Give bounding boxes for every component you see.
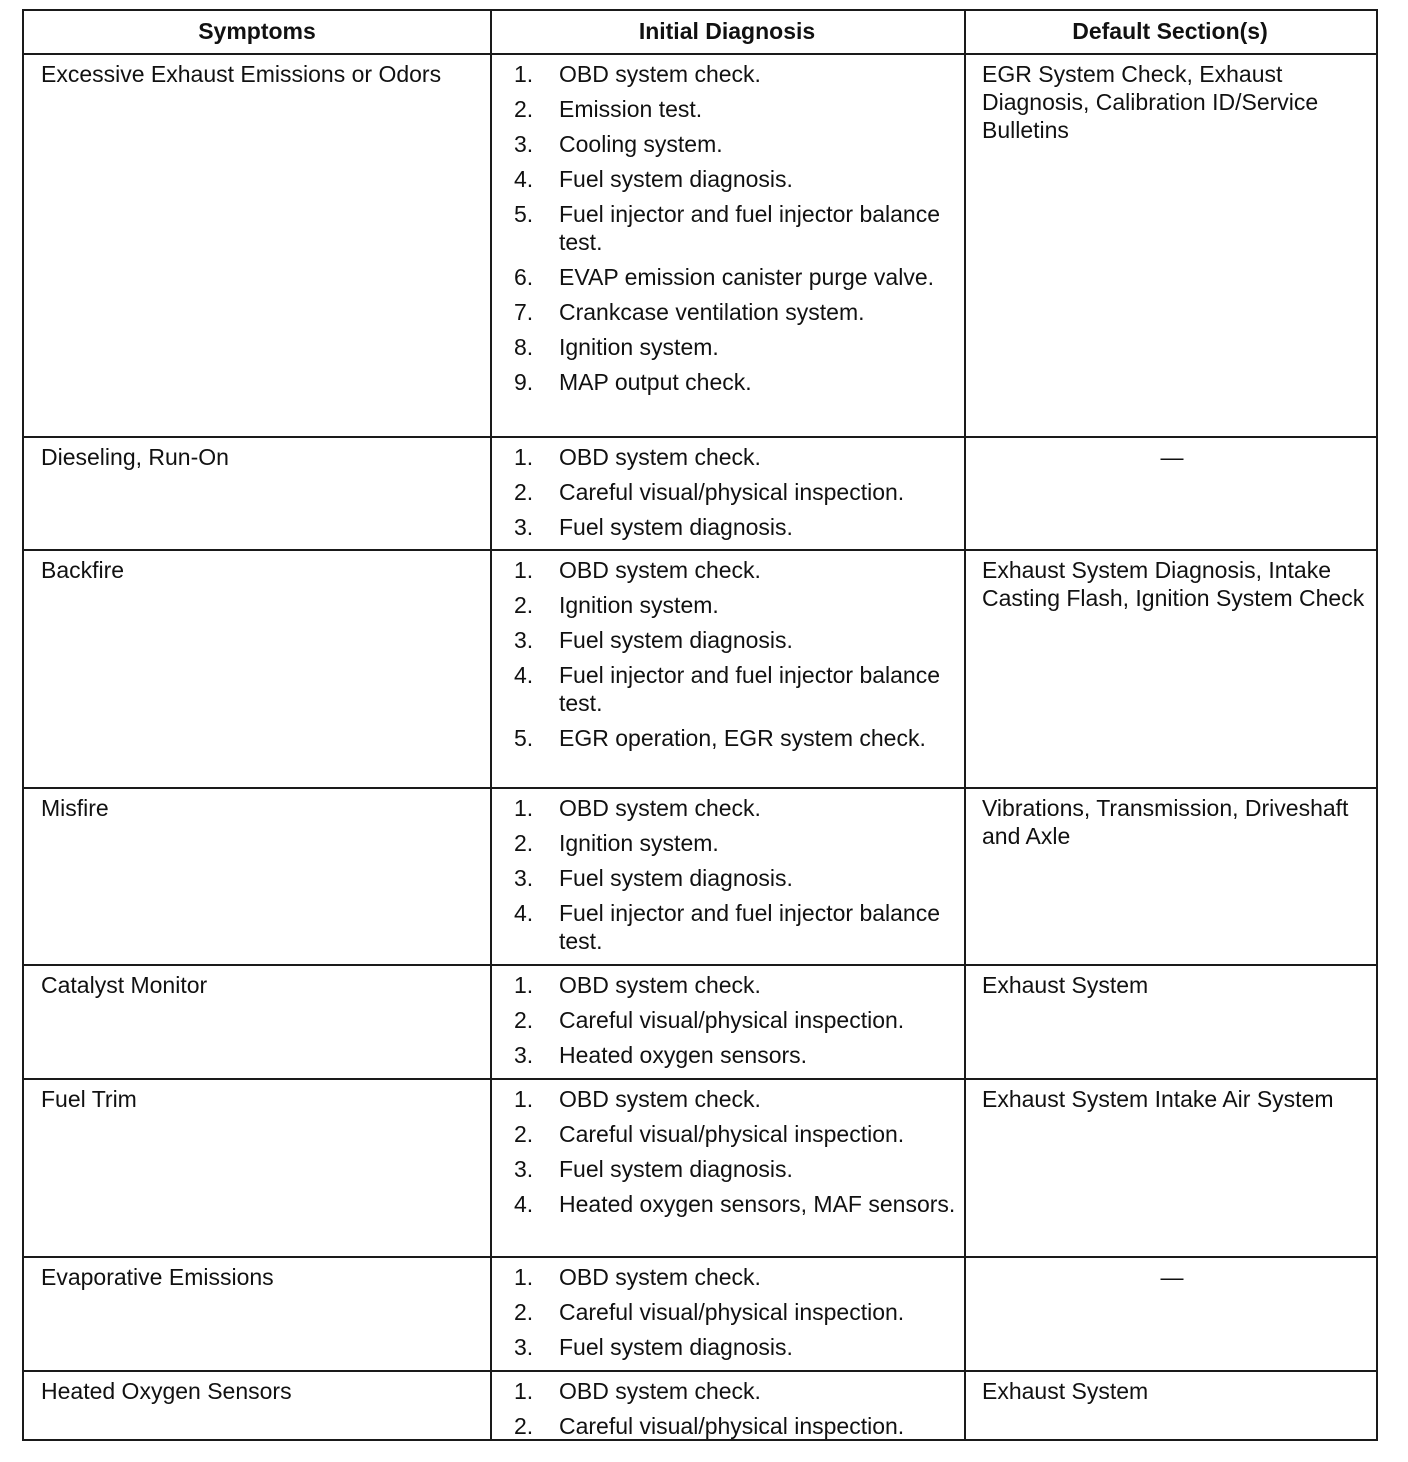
item-number: 1. xyxy=(514,61,534,87)
item-text: Emission test. xyxy=(559,96,703,122)
item-text: Fuel system diagnosis. xyxy=(559,166,793,192)
item-number: 3. xyxy=(514,514,534,540)
item-text: MAP output check. xyxy=(559,369,752,395)
item-text: Ignition system. xyxy=(559,592,719,618)
item-number: 6. xyxy=(514,264,534,290)
item-number: 7. xyxy=(514,299,534,325)
list-item xyxy=(514,1190,984,1218)
diagnosis-list xyxy=(514,1263,984,1368)
list-item xyxy=(514,513,984,541)
item-text: Fuel injector and fuel injector balance test. xyxy=(559,900,941,954)
item-number: 2. xyxy=(514,1299,534,1325)
item-number: 2. xyxy=(514,830,534,856)
item-text: Fuel injector and fuel injector balance test. xyxy=(559,201,941,255)
list-item xyxy=(514,626,984,654)
list-item xyxy=(514,1298,984,1326)
diagnosis-list xyxy=(514,971,984,1076)
item-text: Heated oxygen sensors. xyxy=(559,1042,808,1068)
row-divider xyxy=(24,787,1376,789)
list-item xyxy=(514,864,984,892)
item-number: 3. xyxy=(514,865,534,891)
list-item xyxy=(514,95,984,123)
list-item xyxy=(514,1041,984,1069)
default-section-cell: Exhaust System Intake Air System xyxy=(982,1086,1334,1112)
item-text: Cooling system. xyxy=(559,131,723,157)
row-divider xyxy=(24,53,1376,55)
default-section-cell: — xyxy=(1160,444,1184,470)
item-number: 4. xyxy=(514,900,534,926)
header-symptoms: Symptoms xyxy=(198,18,316,44)
item-number: 2. xyxy=(514,592,534,618)
item-number: 1. xyxy=(514,557,534,583)
diagnosis-list xyxy=(514,60,984,403)
diagnosis-list xyxy=(514,1085,984,1225)
item-number: 5. xyxy=(514,725,534,751)
default-section-cell: Vibrations, Transmission, Driveshaft and Axle xyxy=(982,795,1349,849)
list-item xyxy=(514,661,984,717)
default-section-cell: — xyxy=(1160,1264,1184,1290)
list-item xyxy=(514,591,984,619)
item-text: Heated oxygen sensors, MAF sensors. xyxy=(559,1191,956,1217)
item-text: Careful visual/physical inspection. xyxy=(559,1007,905,1033)
item-number: 2. xyxy=(514,1121,534,1147)
default-section-cell: EGR System Check, Exhaust Diagnosis, Calibration ID/Service Bulletins xyxy=(982,61,1319,143)
item-number: 2. xyxy=(514,96,534,122)
header-default-sections: Default Section(s) xyxy=(1072,18,1268,44)
diagnosis-list xyxy=(514,443,984,548)
symptom-cell: Catalyst Monitor xyxy=(41,972,208,998)
item-number: 4. xyxy=(514,662,534,688)
item-number: 2. xyxy=(514,479,534,505)
list-item xyxy=(514,1412,984,1440)
row-divider xyxy=(24,964,1376,966)
symptom-cell: Dieseling, Run-On xyxy=(41,444,229,470)
symptom-cell: Backfire xyxy=(41,557,125,583)
column-divider-1 xyxy=(490,11,492,1439)
item-number: 9. xyxy=(514,369,534,395)
list-item xyxy=(514,165,984,193)
item-number: 1. xyxy=(514,444,534,470)
item-text: OBD system check. xyxy=(559,1378,761,1404)
list-item xyxy=(514,829,984,857)
row-divider xyxy=(24,549,1376,551)
item-text: OBD system check. xyxy=(559,972,761,998)
symptom-cell: Excessive Exhaust Emissions or Odors xyxy=(41,61,442,87)
list-item xyxy=(514,899,984,955)
item-text: OBD system check. xyxy=(559,1086,761,1112)
item-text: Ignition system. xyxy=(559,334,719,360)
list-item xyxy=(514,1120,984,1148)
list-item xyxy=(514,298,984,326)
diagnosis-list xyxy=(514,794,984,962)
list-item xyxy=(514,724,984,752)
item-text: Careful visual/physical inspection. xyxy=(559,1413,905,1439)
item-text: Crankcase ventilation system. xyxy=(559,299,865,325)
item-number: 3. xyxy=(514,1334,534,1360)
list-item xyxy=(514,1333,984,1361)
default-section-cell: Exhaust System xyxy=(982,972,1149,998)
list-item xyxy=(514,443,984,471)
item-text: EVAP emission canister purge valve. xyxy=(559,264,934,290)
default-section-cell: Exhaust System xyxy=(982,1378,1149,1404)
list-item xyxy=(514,60,984,88)
item-text: OBD system check. xyxy=(559,61,761,87)
default-section-cell: Exhaust System Diagnosis, Intake Casting Flash, Ignition System Check xyxy=(982,557,1365,611)
list-item xyxy=(514,794,984,822)
item-number: 1. xyxy=(514,1378,534,1404)
list-item xyxy=(514,478,984,506)
item-text: Fuel injector and fuel injector balance test. xyxy=(559,662,941,716)
diagnosis-list xyxy=(514,556,984,759)
item-number: 3. xyxy=(514,131,534,157)
item-number: 3. xyxy=(514,1156,534,1182)
symptom-cell: Fuel Trim xyxy=(41,1086,137,1112)
item-text: OBD system check. xyxy=(559,557,761,583)
item-text: Careful visual/physical inspection. xyxy=(559,1299,905,1325)
list-item xyxy=(514,200,984,256)
symptom-cell: Evaporative Emissions xyxy=(41,1264,274,1290)
item-number: 3. xyxy=(514,1042,534,1068)
item-number: 1. xyxy=(514,1086,534,1112)
row-divider xyxy=(24,1370,1376,1372)
diagnosis-list xyxy=(514,1377,984,1447)
item-number: 4. xyxy=(514,1191,534,1217)
item-number: 1. xyxy=(514,972,534,998)
list-item xyxy=(514,333,984,361)
item-text: Fuel system diagnosis. xyxy=(559,865,793,891)
item-number: 3. xyxy=(514,627,534,653)
list-item xyxy=(514,1006,984,1034)
item-text: Careful visual/physical inspection. xyxy=(559,1121,905,1147)
item-text: Careful visual/physical inspection. xyxy=(559,479,905,505)
list-item xyxy=(514,368,984,396)
symptom-cell: Heated Oxygen Sensors xyxy=(41,1378,292,1404)
list-item xyxy=(514,263,984,291)
item-number: 1. xyxy=(514,1264,534,1290)
item-text: OBD system check. xyxy=(559,1264,761,1290)
item-number: 1. xyxy=(514,795,534,821)
header-initial-diagnosis: Initial Diagnosis xyxy=(638,18,816,44)
row-divider xyxy=(24,1256,1376,1258)
row-divider xyxy=(24,1078,1376,1080)
diagnosis-table xyxy=(22,9,1378,1441)
item-text: Ignition system. xyxy=(559,830,719,856)
item-number: 5. xyxy=(514,201,534,227)
list-item xyxy=(514,971,984,999)
item-number: 2. xyxy=(514,1413,534,1439)
item-text: Fuel system diagnosis. xyxy=(559,627,793,653)
list-item xyxy=(514,1263,984,1291)
list-item xyxy=(514,1155,984,1183)
item-text: Fuel system diagnosis. xyxy=(559,514,793,540)
item-text: OBD system check. xyxy=(559,795,761,821)
list-item xyxy=(514,1377,984,1405)
item-text: EGR operation, EGR system check. xyxy=(559,725,926,751)
symptom-cell: Misfire xyxy=(41,795,109,821)
list-item xyxy=(514,1085,984,1113)
item-number: 8. xyxy=(514,334,534,360)
item-text: OBD system check. xyxy=(559,444,761,470)
item-number: 2. xyxy=(514,1007,534,1033)
list-item xyxy=(514,130,984,158)
row-divider xyxy=(24,436,1376,438)
item-text: Fuel system diagnosis. xyxy=(559,1334,793,1360)
item-text: Fuel system diagnosis. xyxy=(559,1156,793,1182)
list-item xyxy=(514,556,984,584)
item-number: 4. xyxy=(514,166,534,192)
